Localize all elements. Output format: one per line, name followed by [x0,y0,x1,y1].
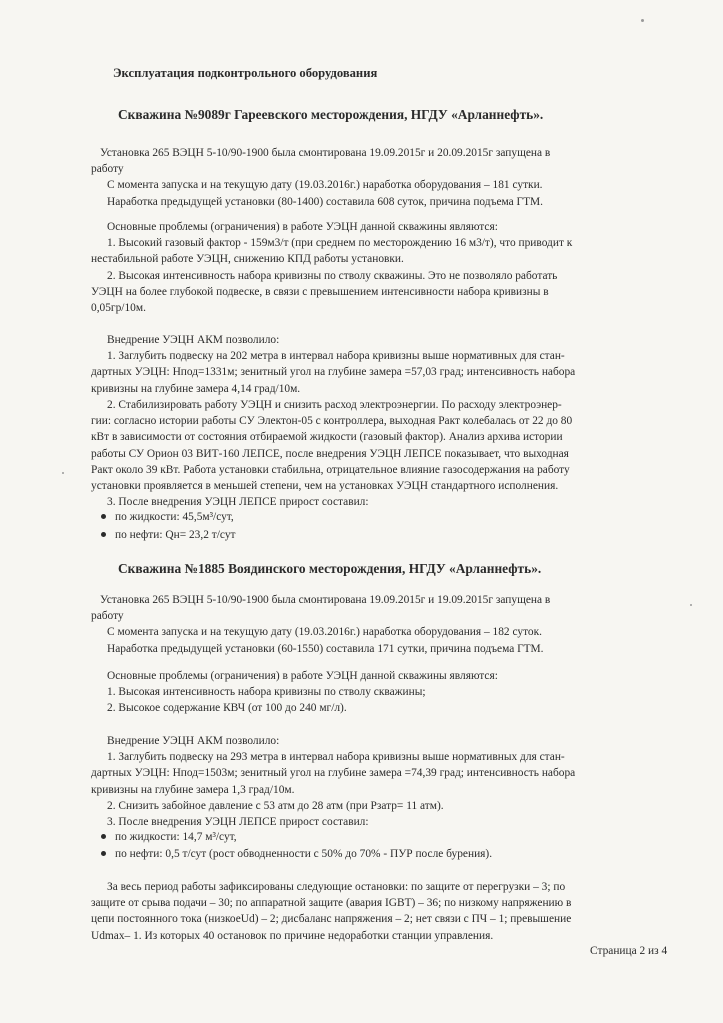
text-line: работы СУ Орион 03 ВИТ-160 ЛЕПСЕ, после внедрения УЭЦН ЛЕПСЕ показывает, что выходная [91,447,569,460]
well1-bullet-liquid: по жидкости: 45,5м³/сут, [101,509,234,525]
doc-title: Эксплуатация подконтрольного оборудования [113,66,378,80]
text-line: 3. После внедрения УЭЦН ЛЕПСЕ прирост составил: [107,816,369,829]
bullet-icon [101,851,106,856]
text-line: Udmax– 1. Из которых 40 остановок по причине недоработки станции управления. [91,929,494,942]
text-line: кривизны на глубине замера 4,14 град/10м. [91,382,301,395]
text-line: Наработка предыдущей установки (60-1550) составила 171 сутки, причина подъема ГТМ. [107,642,544,655]
text-line: установки проявляется в меньшей степени, чем на установках УЭЦН стандартного исполнения. [91,480,559,493]
text-line: цепи постоянного тока (низкоеUd) – 2; дисбаланс напряжения – 2; нет связи с ПЧ – 1; превышение [91,913,572,926]
text-line: кВт в зависимости от состояния отбираемой жидкости (газовый фактор). Анализ архива истории [91,431,563,444]
text-line: 2. Высокое содержание КВЧ (от 100 до 240 мг/л). [107,702,347,715]
text-line: Наработка предыдущей установки (80-1400) составила 608 суток, причина подъема ГТМ. [107,195,543,208]
well1-result2 [91,397,572,510]
text-line: 1. Высокий газовый фактор - 159м3/т (при среднем по месторождению 16 м3/т), что приводит к [107,237,573,250]
scan-speck [641,19,644,22]
well1-problems [91,219,572,316]
text-line: 0,05гр/10м. [91,302,146,315]
text-line: Основные проблемы (ограничения) в работе УЭЦН данной скважины являются: [107,670,498,682]
text-line: кривизны на глубине замера 1,3 град/10м. [91,783,295,796]
well2-problems [91,668,498,717]
text-line: 1. Заглубить подвеску на 293 метра в интервал набора кривизны выше нормативных для стан- [107,751,565,764]
text-line: УЭЦН на более глубокой подвеске, в связи с превышением интенсивности набора кривизны в [91,285,549,298]
text-line: 2. Снизить забойное давление с 53 атм до 28 атм (при Рзатр= 11 атм). [107,799,444,812]
well2-result [91,733,575,830]
well2-bullet-oil: по нефти: 0,5 т/сут (рост обводненности с 50% до 70% - ПУР после бурения). [101,846,492,862]
well2-bullet-liquid: по жидкости: 14,7 м³/сут, [101,829,237,845]
text-line: 1. Высокая интенсивность набора кривизны по стволу скважины; [107,686,426,699]
text-line: 2. Стабилизировать работу УЭЦН и снизить расход электроэнергии. По расходу электроэнер- [107,399,562,411]
well1-intro [91,145,550,210]
text-line: С момента запуска и на текущую дату (19.03.2016г.) наработка оборудования – 182 суток. [107,626,542,639]
page-number: Страница 2 из 4 [590,945,668,957]
text-line: За весь период работы зафиксированы следующие остановки: по защите от перегрузки – 3; по [107,881,566,893]
text-line: 3. После внедрения УЭЦН ЛЕПСЕ прирост составил: [107,496,369,509]
text-line: нестабильной работе УЭЦН, снижению КПД работы установки. [91,253,404,266]
text-line: Внедрение УЭЦН АКМ позволило: [107,334,280,346]
text-line: работу [91,610,124,623]
text-line: Ракт около 39 кВт. Работа установки стабильна, отрицательное влияние газосодержания на работу [91,463,570,476]
well2-heading: Скважина №1885 Воядинского месторождения, НГДУ «Арланнефть». [118,561,542,576]
text-line: работу [91,163,124,176]
well1-result1 [91,332,575,397]
text-line: С момента запуска и на текущую дату (19.03.2016г.) наработка оборудования – 181 сутки. [107,179,543,192]
text-line: Установка 265 ВЭЦН 5-10/90-1900 была смонтирована 19.09.2015г и 19.09.2015г запущена в [100,594,551,606]
text-line: защите от срыва подачи – 30; по аппаратной защите (авария IGBT) – 36; по низкому напряжению в [91,897,572,910]
scan-speck [690,604,692,606]
scan-speck [62,472,64,474]
text-line: Установка 265 ВЭЦН 5-10/90-1900 была смонтирована 19.09.2015г и 20.09.2015г запущена в [100,147,551,159]
text-line: гии: согласно истории работы СУ Электон-05 с контроллера, выходная Ракт колебалась от 22 до 80 [91,415,573,428]
text-line: 1. Заглубить подвеску на 202 метра в интервал набора кривизны выше нормативных для стан- [107,350,565,363]
bullet-icon [101,532,106,537]
text-line: дартных УЭЦН: Нпод=1503м; зенитный угол на глубине замера =74,39 град; интенсивность набора [91,767,576,780]
stops-paragraph [91,879,571,944]
bullet-icon [101,834,106,839]
text-line: дартных УЭЦН: Нпод=1331м; зенитный угол на глубине замера =57,03 град; интенсивность набора [91,366,576,379]
well1-heading: Скважина №9089г Гареевского месторождения, НГДУ «Арланнефть». [118,107,544,122]
text-line: 2. Высокая интенсивность набора кривизны по стволу скважины. Это не позволяло работать [107,269,558,282]
well1-bullet-oil: по нефти: Qн= 23,2 т/сут [101,527,236,543]
text-line: Внедрение УЭЦН АКМ позволило: [107,735,280,747]
text-line: Основные проблемы (ограничения) в работе УЭЦН данной скважины являются: [107,221,498,233]
bullet-icon [101,514,106,519]
well2-intro [91,592,550,657]
